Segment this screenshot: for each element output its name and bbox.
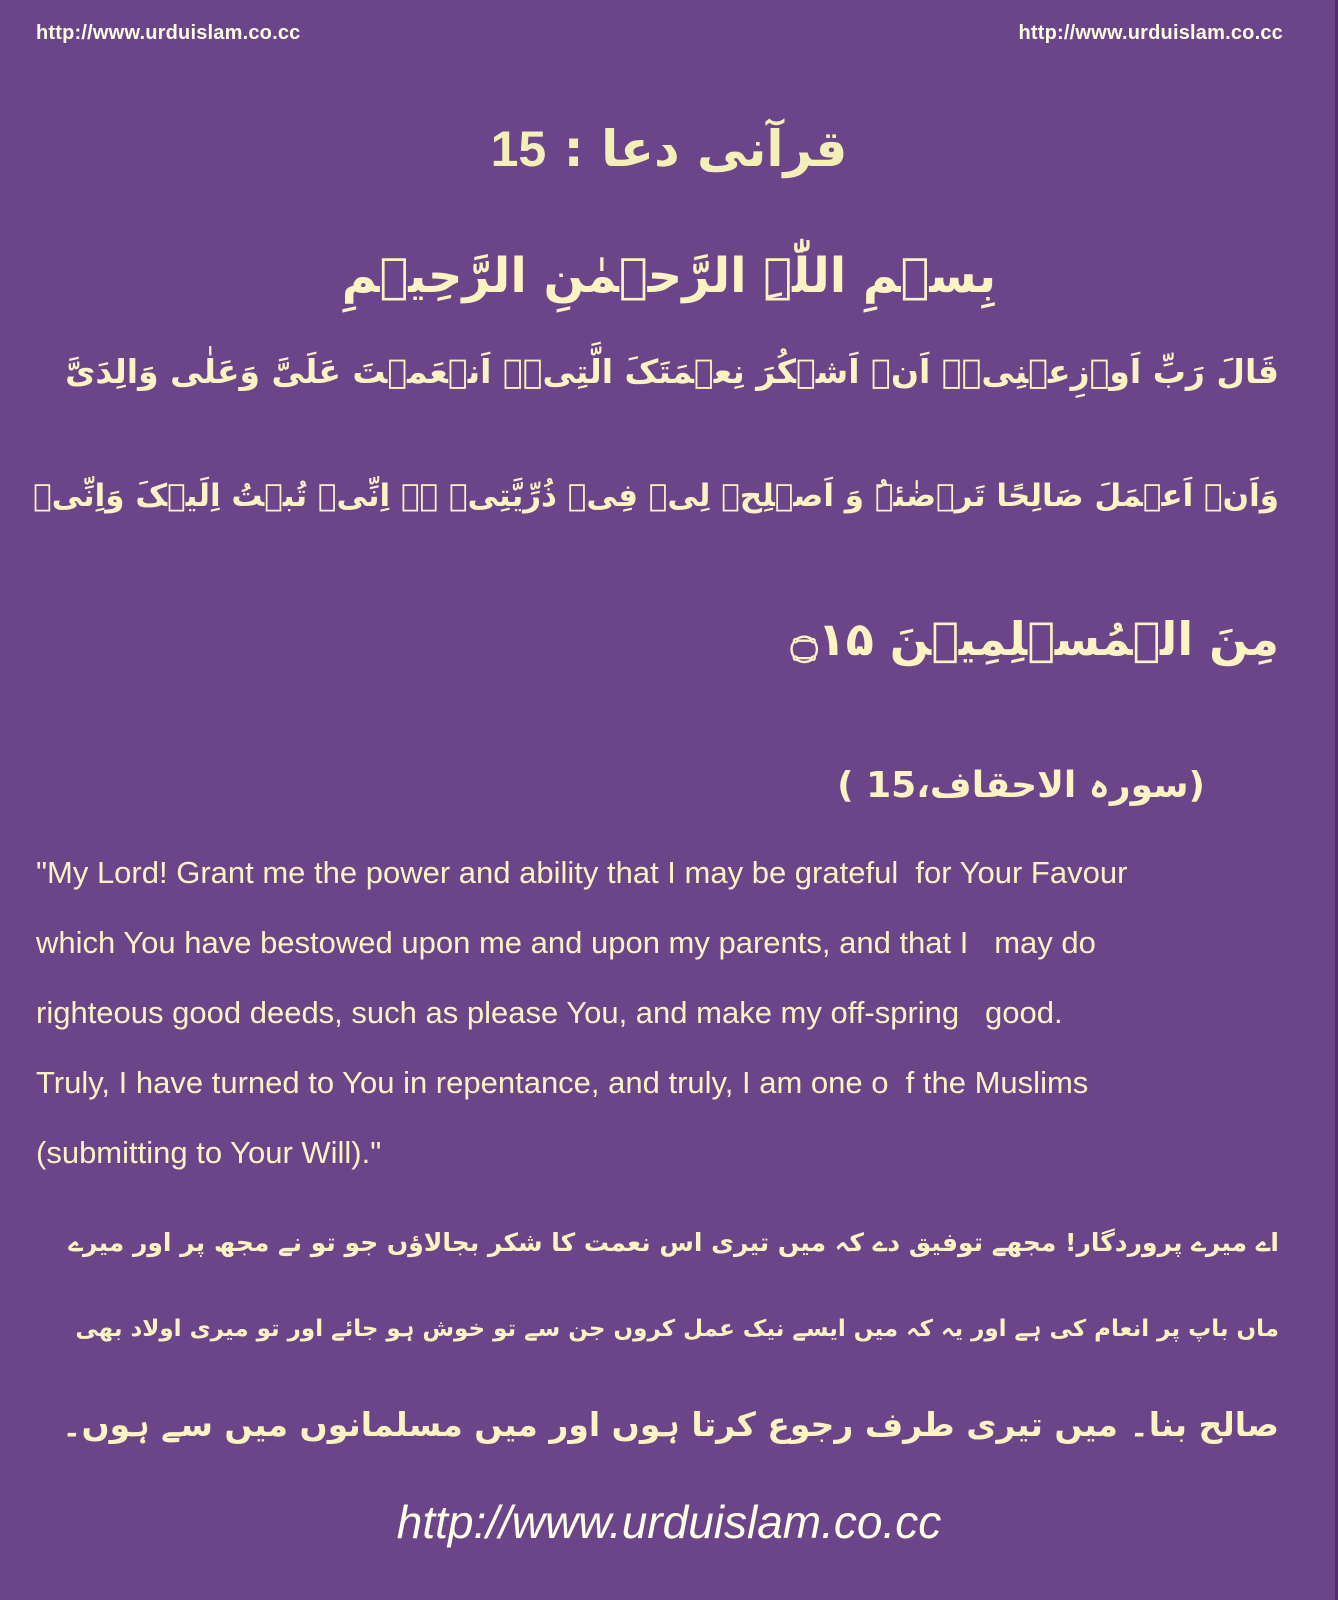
english-line-2: which You have bestowed upon me and upon my parents, and that I may do	[36, 925, 1096, 960]
header-url-right: http://www.urduislam.co.cc	[1018, 22, 1283, 44]
title-separator: :	[563, 120, 584, 178]
english-line-3: righteous good deeds, such as please You, and make my off-spring good.	[36, 995, 1063, 1030]
title-number: 15	[490, 121, 547, 177]
urdu-translation-line-3: صالح بنا۔ میں تیری طرف رجوع کرتا ہوں اور میں مسلمانوں میں سے ہوں۔	[62, 1405, 1279, 1444]
header-url-left: http://www.urduislam.co.cc	[36, 22, 301, 44]
bismillah: بِسۡمِ اللّٰہِ الرَّحۡمٰنِ الرَّحِیۡمِ	[341, 248, 997, 304]
page-title	[0, 120, 1338, 178]
footer-url: http://www.urduislam.co.cc	[396, 1496, 942, 1548]
urdu-translation-line-1: اے میرے پروردگار! مجھے توفیق دے کہ میں تیری اس نعمت کا شکر بجالاؤں جو تو نے مجھ پر اور میرے	[68, 1228, 1279, 1257]
ayah-line-3: مِنَ الۡمُسۡلِمِیۡنَ ۝۱۵	[790, 612, 1279, 666]
title-text: قرآنی دعا	[601, 120, 848, 178]
urdu-translation-line-2: ماں باپ پر انعام کی ہے اور یہ کہ میں ایسے نیک عمل کروں جن سے تو خوش ہو جائے اور تو میری اولاد بھی	[75, 1316, 1279, 1342]
english-line-1: "My Lord! Grant me the power and ability that I may be grateful for Your Favour	[36, 855, 1128, 890]
ayah-line-1: قَالَ رَبِّ اَوۡزِعۡنِیۡۤ اَنۡ اَشۡکُرَ نِعۡمَتَکَ الَّتِیۡۤ اَنۡعَمۡتَ عَلَیَّ وَعَلٰی وَالِدَیَّ	[65, 352, 1279, 391]
english-line-4: Truly, I have turned to You in repentance, and truly, I am one o f the Muslims	[36, 1065, 1089, 1100]
surah-reference: (سورہ الاحقاف،15 )	[837, 765, 1205, 806]
english-line-5: (submitting to Your Will)."	[36, 1135, 382, 1170]
english-translation	[36, 838, 1306, 1188]
ayah-line-2: وَاَنۡ اَعۡمَلَ صَالِحًا تَرۡضٰئہُ وَ اَصۡلِحۡ لِیۡ فِیۡ ذُرِّیَّتِیۡ ۚۛ اِنِّیۡ تُبۡتُ اِلَیۡکَ وَاِنِّیۡ	[33, 478, 1279, 514]
